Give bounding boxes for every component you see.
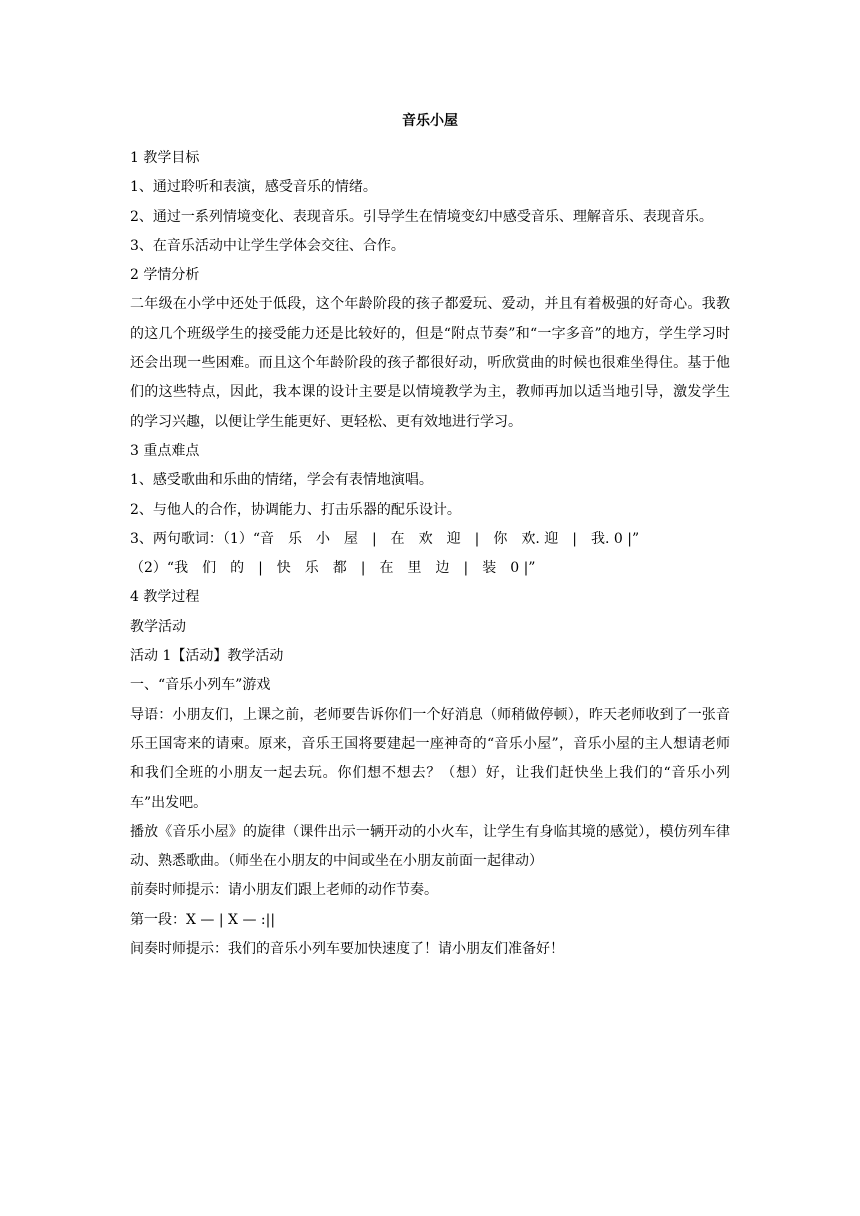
section-heading-process: 4 教学过程 [130,589,200,606]
paragraph: 3、在音乐活动中让学生学体会交往、合作。 [130,237,405,254]
paragraph: 一、“音乐小列车”游戏 [130,677,271,694]
paragraph-rhythm: 第一段：X — | X — :|| [130,911,276,928]
paragraph: 2、通过一系列情境变化、表现音乐。引导学生在情境变幻中感受音乐、理解音乐、表现音乐。 [130,208,713,225]
document-body [130,144,730,964]
paragraph: 前奏时师提示：请小朋友们跟上老师的动作节奏。 [130,882,438,899]
paragraph: 间奏时师提示：我们的音乐小列车要加快速度了！请小朋友们准备好！ [130,941,564,958]
document-title: 音乐小屋 [402,113,458,129]
section-heading-key-points: 3 重点难点 [130,442,200,459]
section-heading-objectives: 1 教学目标 [130,150,200,166]
paragraph: 1、通过聆听和表演，感受音乐的情绪。 [130,179,377,196]
paragraph: 2、与他人的合作，协调能力、打击乐器的配乐设计。 [130,501,461,518]
paragraph: 播放《音乐小屋》的旋律（课件出示一辆开动的小火车，让学生有身临其境的感觉），模仿列车律动、熟悉歌曲。（师坐在小朋友的中间或坐在小朋友前面一起律动） [130,823,730,870]
paragraph: 导语：小朋友们，上课之前，老师要告诉你们一个好消息（师稍做停顿），昨天老师收到了一张音乐王国寄来的请柬。原来，音乐王国将要建起一座神奇的“音乐小屋”，音乐小屋的主人想请老师和我们全班的小朋友一起去玩。你们想不想去？（想）好，让我们赶快坐上我们的“音乐小列车”出发吧。 [130,706,730,811]
paragraph-lyrics-2: （2）“我 们 的 | 快 乐 都 | 在 里 边 | 装 0 |” [130,560,536,577]
paragraph-lyrics-1: 3、两句歌词：（1）“音 乐 小 屋 | 在 欢 迎 | 你 欢. 迎 | 我. 0 |” [130,530,640,547]
section-heading-analysis: 2 学情分析 [130,267,200,284]
paragraph: 活动 1【活动】教学活动 [130,648,284,665]
paragraph: 二年级在小学中还处于低段，这个年龄阶段的孩子都爱玩、爱动，并且有着极强的好奇心。我教的这几个班级学生的接受能力还是比较好的，但是“附点节奏”和“一字多音”的地方，学生学习时还会出现一些困难。而且这个年龄阶段的孩子都很好动，听欣赏曲的时候也很难坐得住。基于他们的这些特点，因此，我本课的设计主要是以情境教学为主，教师再加以适当地引导，激发学生的学习兴趣，以便让学生能更好、更轻松、更有效地进行学习。 [130,296,730,430]
paragraph: 1、感受歌曲和乐曲的情绪，学会有表情地演唱。 [130,472,433,489]
paragraph: 教学活动 [130,618,186,635]
